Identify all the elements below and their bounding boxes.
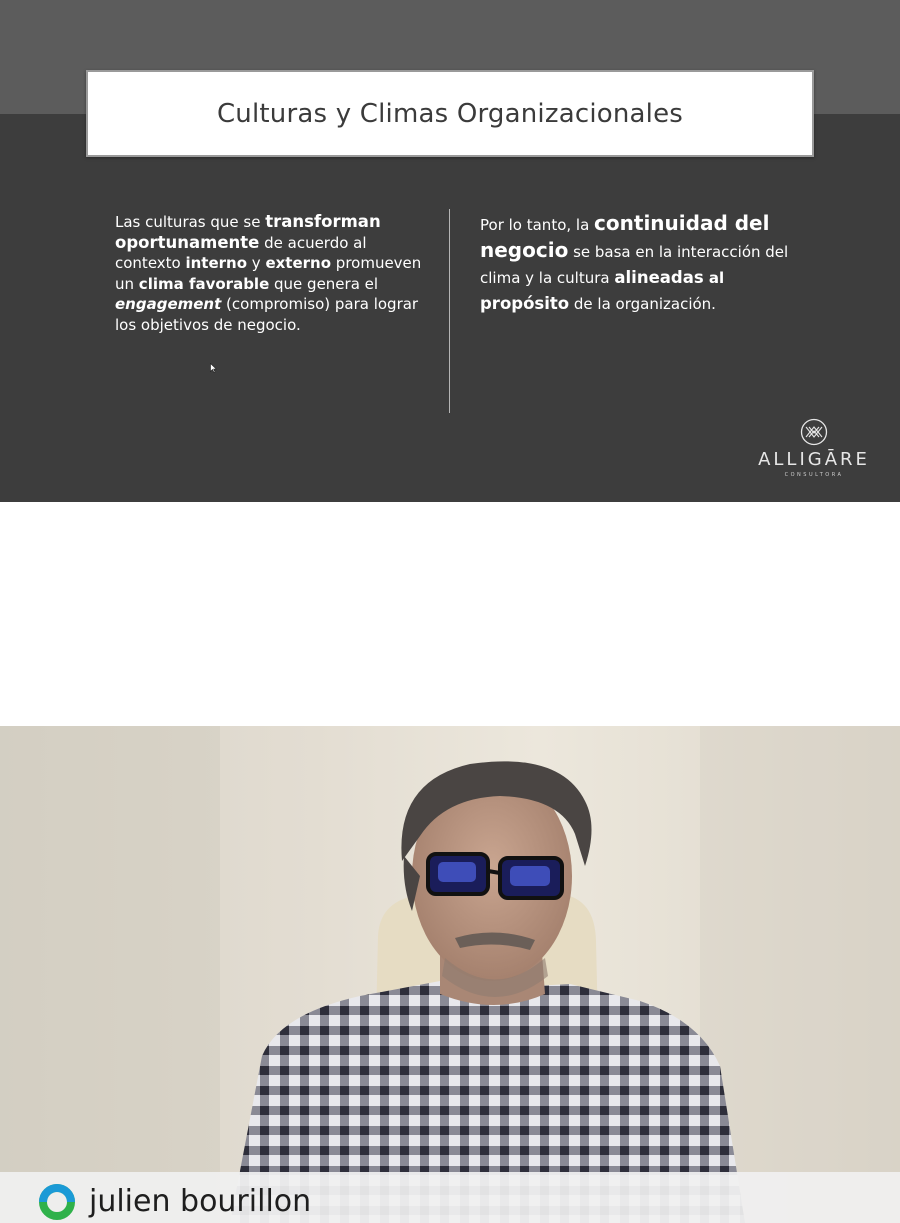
- column-divider: [449, 209, 450, 413]
- text-run: y: [247, 254, 266, 272]
- text-run: promueven un: [115, 254, 422, 293]
- alligare-logo: [756, 418, 872, 480]
- participant-video-frame: [0, 726, 900, 1223]
- text-run: de la organización.: [569, 295, 716, 313]
- shared-slide: [0, 0, 900, 502]
- ring-avatar-icon: [38, 1183, 76, 1221]
- slide-right-text: [480, 211, 790, 317]
- text-run: (compromiso) para lograr los objetivos de negocio.: [115, 295, 419, 334]
- text-run: se basa en la interacción del clima y la cultura: [480, 243, 789, 287]
- bold-run: propósito: [480, 294, 570, 313]
- bold-run: oportunamente: [115, 232, 260, 252]
- text-run: que genera el: [269, 274, 379, 293]
- slide-title: Culturas y Climas Organizacionales: [216, 98, 684, 129]
- slide-left-text: [115, 212, 433, 335]
- bold-run: transforman: [265, 212, 381, 231]
- bold-run: al: [703, 269, 725, 287]
- text-run: de acuerdo al contexto: [115, 233, 367, 272]
- logo-mark-icon: [800, 418, 828, 446]
- italic-run: engagement: [115, 295, 222, 313]
- mouse-cursor-icon: [210, 363, 217, 373]
- participant-video: [0, 726, 900, 1223]
- logo-subtitle: CONSULTORA: [784, 472, 844, 478]
- logo-wordmark: ALLIGĀRE: [758, 449, 870, 470]
- bold-run: alineadas: [614, 268, 704, 287]
- text-run: Por lo tanto, la: [480, 216, 595, 234]
- bold-run: externo: [265, 254, 332, 272]
- bold-run: interno: [185, 254, 248, 272]
- slide-title-box: [86, 70, 814, 157]
- bold-run: clima favorable: [138, 274, 270, 293]
- participant-name: julien bourillon: [89, 1184, 312, 1219]
- text-run: Las culturas que se: [115, 213, 266, 231]
- bold-run: continuidad del negocio: [480, 211, 770, 262]
